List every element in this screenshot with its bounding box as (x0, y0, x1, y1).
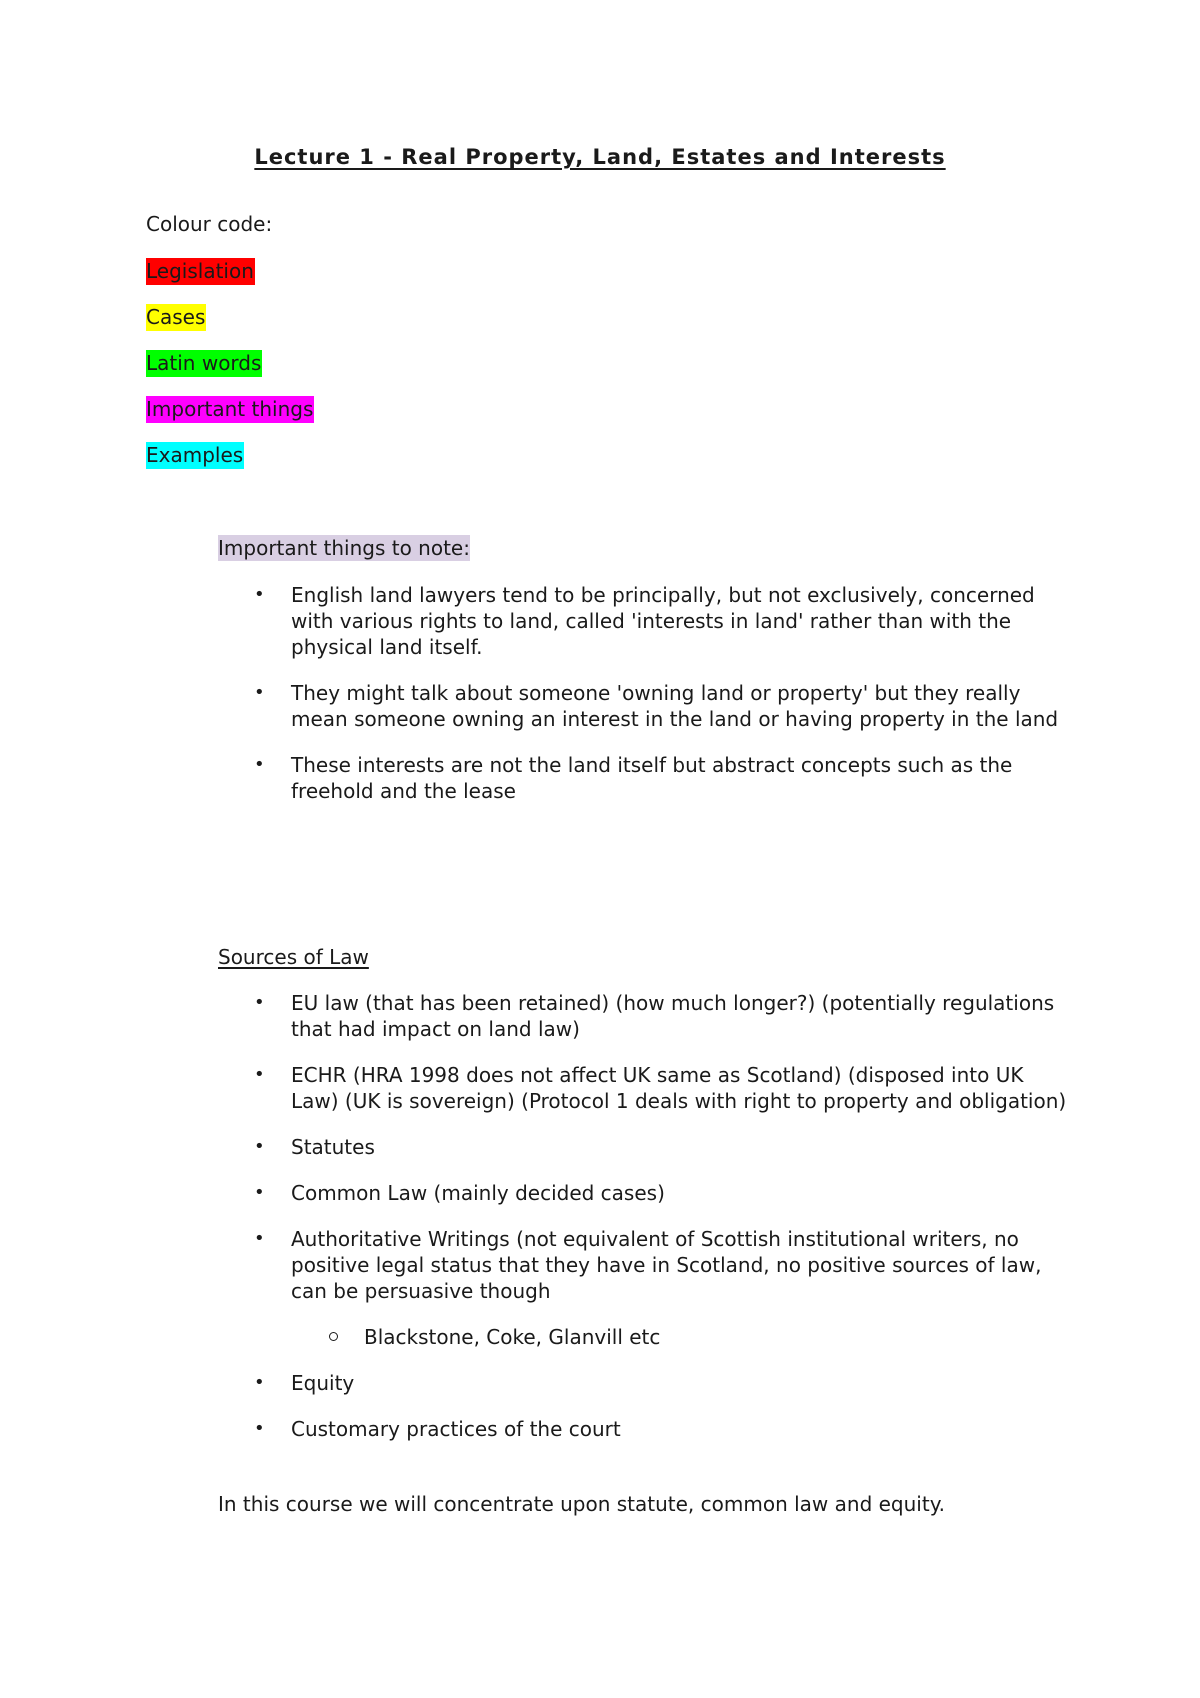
list-item: • EU law (that has been retained) (how much longer?) (potentially regulations that had impact on land law) (254, 991, 1055, 1041)
sources-list (218, 990, 1068, 1462)
bullet-icon: • (254, 1136, 265, 1157)
bullet-icon: • (254, 682, 265, 703)
bullet-icon: • (254, 584, 265, 605)
sources-heading: Sources of Law (218, 945, 369, 969)
list-item: • ECHR (HRA 1998 does not affect UK same as Scotland) (disposed into UK Law) (UK is sovereign) (Protocol 1 deals with right to property and obligation) (254, 1063, 1067, 1113)
legend-important-things: Important things (146, 397, 314, 421)
closing-paragraph: In this course we will concentrate upon statute, common law and equity. (218, 1492, 946, 1516)
list-item: • These interests are not the land itself but abstract concepts such as the freehold and the lease (254, 753, 1013, 803)
legend-latin-words: Latin words (146, 351, 262, 375)
bullet-icon: • (254, 1372, 265, 1393)
legend-cases: Cases (146, 305, 206, 329)
list-item: • English land lawyers tend to be principally, but not exclusively, concerned with various rights to land, called 'interests in land' rather than with the physical land itself. (254, 583, 1035, 659)
circle-bullet-icon (329, 1332, 338, 1341)
legend-legislation: Legislation (146, 259, 254, 283)
list-item: • Equity (254, 1371, 355, 1395)
list-item: • Statutes (254, 1135, 375, 1159)
bullet-icon: • (254, 1064, 265, 1085)
sub-list-item: Blackstone, Coke, Glanvill etc (291, 1324, 1068, 1350)
bullet-icon: • (254, 754, 265, 775)
document-title: Lecture 1 - Real Property, Land, Estates and Interests (254, 145, 946, 169)
bullet-icon: • (254, 1228, 265, 1249)
bullet-icon: • (254, 1182, 265, 1203)
important-list (218, 582, 1068, 824)
bullet-icon: • (254, 992, 265, 1013)
list-item: • They might talk about someone 'owning land or property' but they really mean someone owning an interest in the land or having property in the land (254, 681, 1059, 731)
list-item: • Customary practices of the court (254, 1417, 621, 1441)
sub-list (291, 1324, 1068, 1350)
legend-examples: Examples (146, 443, 244, 467)
list-item: • Common Law (mainly decided cases) (254, 1181, 665, 1205)
bullet-icon: • (254, 1418, 265, 1439)
colour-code-label: Colour code: (146, 212, 273, 236)
list-item: • Authoritative Writings (not equivalent of Scottish institutional writers, no positive legal status that they have in Scotland, no positive sources of law, can be persuasive though Blackstone, Coke, Glanvill etc (218, 1226, 1068, 1350)
important-heading: Important things to note: (218, 536, 470, 560)
